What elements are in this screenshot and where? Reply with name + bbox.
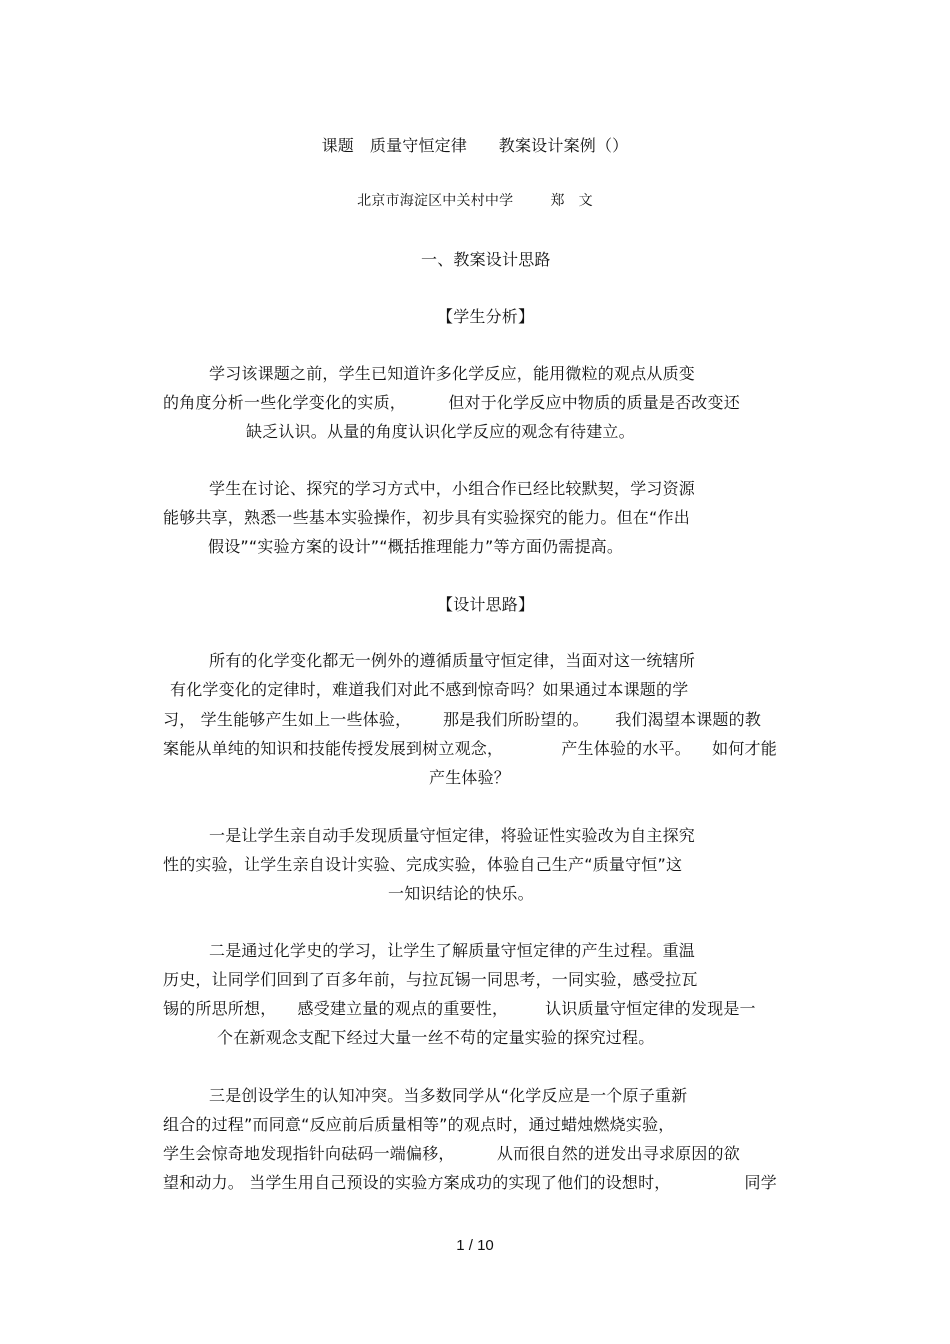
paragraph-line: 习， 学生能够产生如上一些体验， 那是我们所盼望的。 我们渴望本课题的教: [163, 710, 762, 729]
subheading-student-analysis: 【学生分析】: [437, 307, 535, 326]
paragraph-line: 学生在讨论、探究的学习方式中，小组合作已经比较默契，学习资源: [209, 479, 696, 498]
paragraph-line: 个在新观念支配下经过大量一丝不苟的定量实验的探究过程。: [217, 1028, 655, 1047]
paragraph-line: 的角度分析一些化学变化的实质， 但对于化学反应中物质的质量是否改变还: [163, 393, 740, 412]
paragraph-line: 学习该课题之前，学生已知道许多化学反应，能用微粒的观点从质变: [209, 364, 696, 383]
paragraph-line: 三是创设学生的认知冲突。当多数同学从“化学反应是一个原子重新: [209, 1086, 688, 1105]
paragraph-line: 有化学变化的定律时，难道我们对此不感到惊奇吗？如果通过本课题的学: [170, 680, 689, 699]
page-number: 1 / 10: [456, 1237, 494, 1254]
paragraph-line: 组合的过程”而同意“反应前后质量相等”的观点时，通过蜡烛燃烧实验，: [163, 1115, 675, 1134]
paragraph-line: 锡的所思所想， 感受建立量的观点的重要性， 认识质量守恒定律的发现是一: [163, 999, 756, 1018]
paragraph-line: 案能从单纯的知识和技能传授发展到树立观念， 产生体验的水平。 如何才能: [163, 739, 777, 758]
paragraph-line: 望和动力。 当学生用自己预设的实验方案成功的实现了他们的设想时， 同学: [163, 1173, 777, 1192]
paragraph-line: 一是让学生亲自动手发现质量守恒定律，将验证性实验改为自主探究: [209, 826, 696, 845]
paragraph-line: 假设”“实验方案的设计”“概括推理能力”等方面仍需提高。: [208, 537, 624, 556]
paragraph-line: 所有的化学变化都无一例外的遵循质量守恒定律，当面对这一统辖所: [209, 651, 696, 670]
paragraph-line: 历史，让同学们回到了百多年前，与拉瓦锡一同思考，一同实验，感受拉瓦: [163, 970, 698, 989]
section-heading: 一、教案设计思路: [421, 250, 551, 269]
paragraph-line: 学生会惊奇地发现指针向砝码一端偏移， 从而很自然的迸发出寻求原因的欲: [163, 1144, 740, 1163]
document-title: 课题 质量守恒定律 教案设计案例（）: [321, 136, 629, 155]
subheading-design-idea: 【设计思路】: [437, 595, 535, 614]
paragraph-line: 一知识结论的快乐。: [388, 884, 534, 903]
paragraph-line: 产生体验？: [429, 768, 511, 787]
paragraph-line: 二是通过化学史的学习，让学生了解质量守恒定律的产生过程。重温: [209, 941, 696, 960]
author-line: 北京市海淀区中关村中学 郑 文: [357, 193, 593, 209]
paragraph-line: 能够共享，熟悉一些基本实验操作，初步具有实验探究的能力。但在“作出: [163, 508, 690, 527]
paragraph-line: 性的实验，让学生亲自设计实验、完成实验，体验自己生产“质量守恒”这: [163, 855, 683, 874]
paragraph-line: 缺乏认识。从量的角度认识化学反应的观念有待建立。: [246, 422, 635, 441]
